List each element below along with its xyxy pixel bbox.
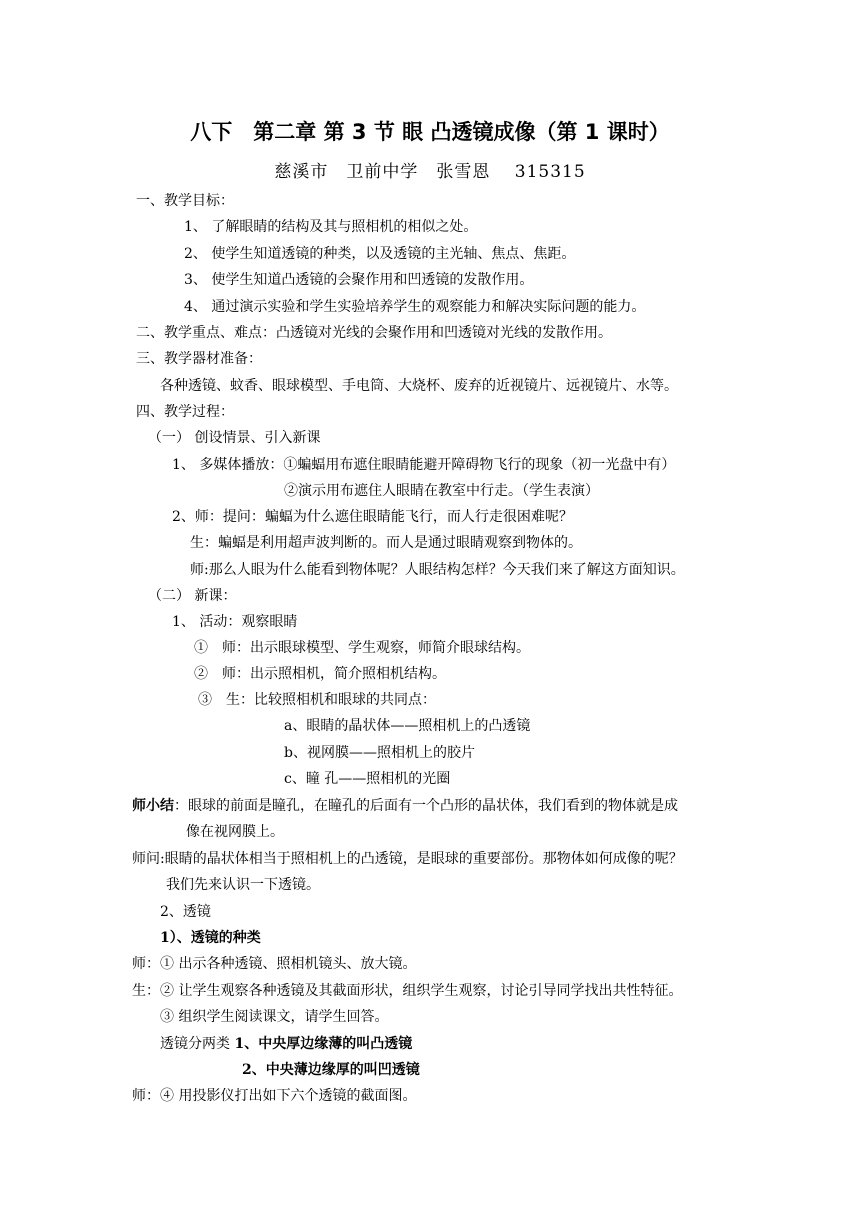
lens-heading: 2、透镜 bbox=[160, 904, 211, 920]
compare-item: a、眼睛的晶状体——照相机上的凸透镜 bbox=[284, 718, 531, 734]
part1-heading: （一） 创设情景、引入新课 bbox=[148, 430, 321, 446]
materials-heading: 三、教学器材准备： bbox=[136, 351, 262, 367]
compare-item: b、视网膜——照相机上的胶片 bbox=[284, 745, 475, 761]
summary-text: ：眼球的前面是瞳孔，在瞳孔的后面有一个凸形的晶状体，我们看到的物体就是成 bbox=[174, 798, 678, 814]
summary-continued: 像在视网膜上。 bbox=[186, 824, 284, 840]
goal-item: 4、 通过演示实验和学生实验培养学生的观察能力和解决实际问题的能力。 bbox=[184, 299, 646, 315]
goal-item: 2、 使学生知道透镜的种类，以及透镜的主光轴、焦点、焦距。 bbox=[184, 246, 576, 262]
media-line-2: ②演示用布遮住人眼睛在教室中行走。（学生表演） bbox=[284, 483, 599, 499]
concave-lens-definition: 2、中央薄边缘厚的叫凹透镜 bbox=[242, 1062, 420, 1078]
part2-heading: （二） 新课： bbox=[148, 588, 237, 604]
convex-lens-definition: 1、中央厚边缘薄的叫凸透镜 bbox=[234, 1036, 413, 1052]
teacher-ask: 师问:眼睛的晶状体相当于照相机上的凸透镜，是眼球的重要部份。那物体如何成像的呢？ bbox=[132, 851, 683, 867]
materials-text: 各种透镜、蚊香、眼球模型、手电筒、大烧杯、废弃的近视镜片、远视镜片、水等。 bbox=[160, 378, 678, 394]
activity-heading: 1、 活动：观察眼睛 bbox=[172, 614, 298, 630]
lens-step: 生：② 让学生观察各种透镜及其截面形状，组织学生观察，讨论引导同学找出共性特征。 bbox=[132, 983, 683, 999]
lens-class-prefix: 透镜分两类 bbox=[160, 1036, 235, 1052]
goals-heading: 一、教学目标： bbox=[136, 193, 234, 209]
media-line-1: 1、 多媒体播放：①蝙蝠用布遮住眼睛能避开障碍物飞行的现象（初一光盘中有） bbox=[172, 457, 676, 473]
activity-step: ① 师：出示眼球模型、学生观察，师简介眼球结构。 bbox=[194, 640, 530, 656]
teacher-question: 2、师：提问：蝙蝠为什么遮住眼睛能飞行，而人行走很困难呢？ bbox=[172, 509, 573, 525]
goal-item: 3、 使学生知道凸透镜的会聚作用和凹透镜的发散作用。 bbox=[184, 272, 534, 288]
author-line: 慈溪市 卫前中学 张雪恩 315315 bbox=[274, 162, 586, 182]
student-answer: 生：蝙蝠是利用超声波判断的。而人是通过眼睛观察到物体的。 bbox=[190, 535, 582, 551]
process-heading: 四、教学过程： bbox=[136, 404, 234, 420]
lens-types-heading: 1）、透镜的种类 bbox=[160, 930, 261, 946]
document-title: 八下 第二章 第 3 节 眼 凸透镜成像（第 1 课时） bbox=[190, 120, 670, 144]
lens-step: 师：① 出示各种透镜、照相机镜头、放大镜。 bbox=[132, 956, 417, 972]
teacher-summary bbox=[132, 796, 678, 816]
goal-item: 1、 了解眼睛的结构及其与照相机的相似之处。 bbox=[184, 219, 478, 235]
compare-item: c、瞳 孔——照相机的光圈 bbox=[284, 771, 451, 787]
lens-classification bbox=[160, 1034, 412, 1054]
lens-step: ③ 组织学生阅读课文，请学生回答。 bbox=[160, 1009, 389, 1025]
activity-step: ③ 生：比较照相机和眼球的共同点： bbox=[198, 692, 436, 708]
activity-step: ② 师：出示照相机，简介照相机结构。 bbox=[194, 666, 446, 682]
summary-label: 师小结 bbox=[132, 798, 174, 814]
teacher-question-2: 师:那么人眼为什么能看到物体呢？人眼结构怎样？今天我们来了解这方面知识。 bbox=[190, 562, 685, 578]
lens-step: 师：④ 用投影仪打出如下六个透镜的截面图。 bbox=[132, 1088, 417, 1104]
keypoints-line: 二、教学重点、难点：凸透镜对光线的会聚作用和凹透镜对光线的发散作用。 bbox=[136, 325, 612, 341]
teacher-ask-continued: 我们先来认识一下透镜。 bbox=[166, 877, 320, 893]
